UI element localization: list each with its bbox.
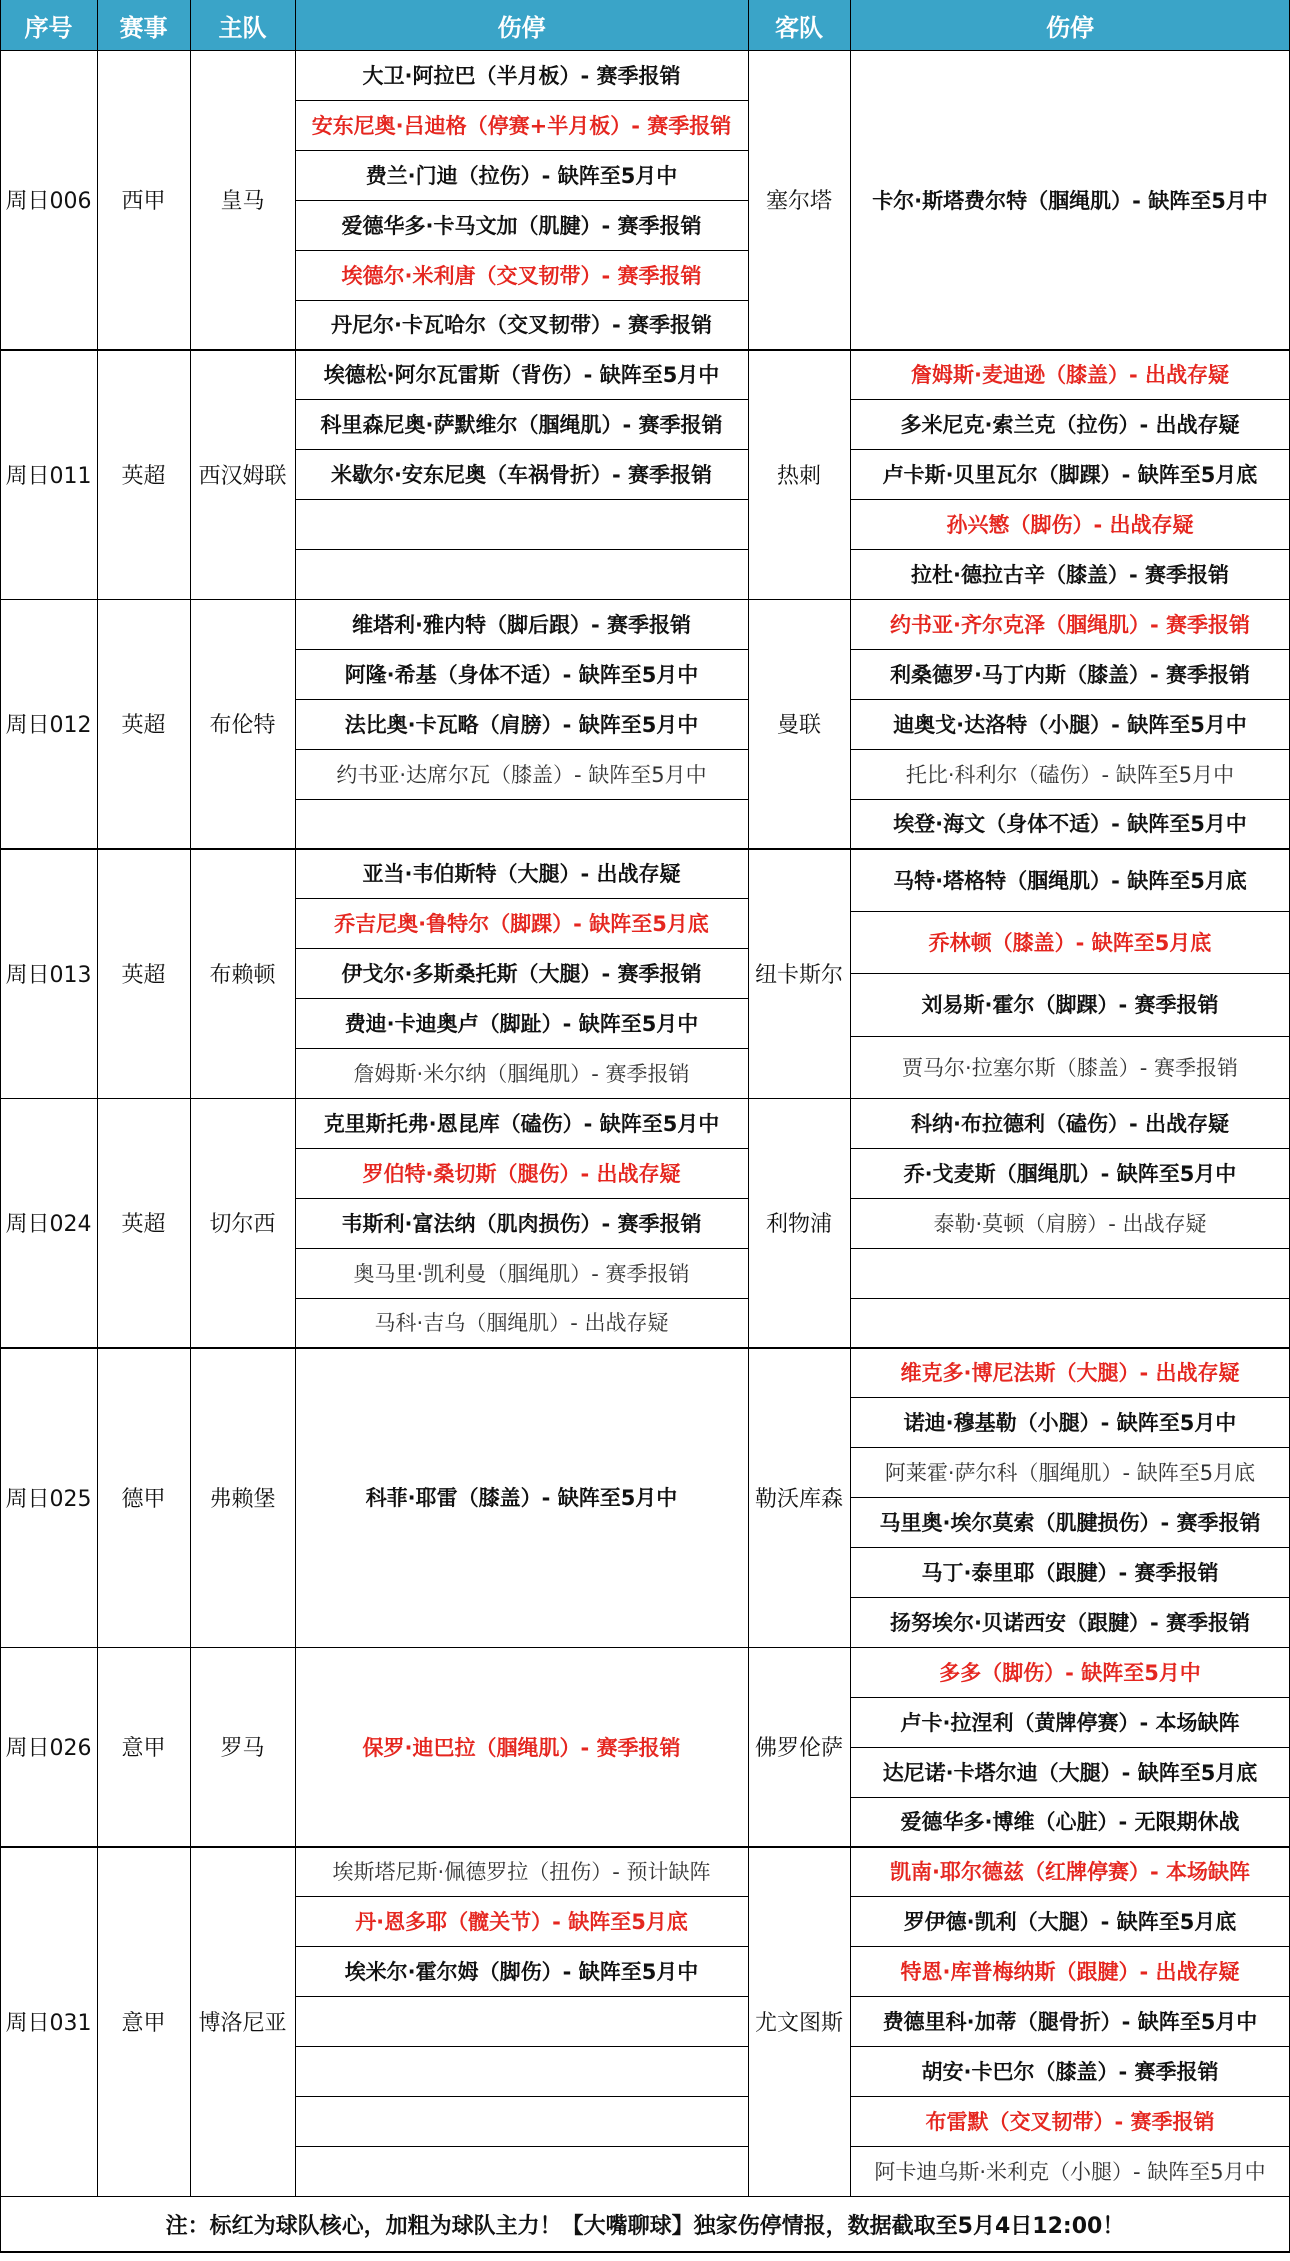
injury-entry: 费德里科·加蒂（腿骨折）- 缺阵至5月中 — [882, 2010, 1258, 2035]
injury-entry: 詹姆斯·米尔纳（腘绳肌）- 赛季报销 — [353, 1061, 690, 1086]
injury-entry: 马科·吉乌（腘绳肌）- 出战存疑 — [374, 1311, 669, 1336]
injury-entry: 胡安·卡巴尔（膝盖）- 赛季报销 — [921, 2059, 1219, 2084]
away-team: 利物浦 — [765, 1212, 832, 1238]
injury-entry: 诺迪·穆基勒（小腿）- 缺阵至5月中 — [903, 1411, 1237, 1436]
injury-entry — [295, 799, 748, 849]
injury-entry: 约书亚·齐尔克泽（腘绳肌）- 赛季报销 — [889, 612, 1250, 637]
match-id: 周日013 — [5, 962, 92, 988]
injury-entry — [295, 549, 748, 599]
injury-entry: 卡尔·斯塔费尔特（腘绳肌）- 缺阵至5月中 — [872, 188, 1268, 213]
injury-entry: 托比·科利尔（磕伤）- 缺阵至5月中 — [905, 762, 1235, 787]
injury-entry: 丹尼尔·卡瓦哈尔（交叉韧带）- 赛季报销 — [330, 313, 712, 338]
injury-entry: 马特·塔格特（腘绳肌）- 缺阵至5月底 — [893, 868, 1247, 893]
match-id: 周日006 — [5, 189, 92, 215]
injury-entry: 爱德华多·博维（心脏）- 无限期休战 — [900, 1810, 1240, 1835]
injury-entry — [850, 1298, 1290, 1348]
injury-entry: 多米尼克·索兰克（拉伤）- 出战存疑 — [900, 413, 1240, 438]
league: 英超 — [121, 962, 166, 988]
injury-entry: 丹·恩多耶（髋关节）- 缺阵至5月底 — [355, 1910, 688, 1935]
header-home-injuries: 伤停 — [295, 0, 748, 50]
injury-entry: 马里奥·埃尔莫索（肌腱损伤）- 赛季报销 — [879, 1511, 1261, 1536]
injury-entry: 乔·戈麦斯（腘绳肌）- 缺阵至5月中 — [903, 1161, 1237, 1186]
footer-note: 注：标红为球队核心，加粗为球队主力！【大嘴聊球】独家伤停情报，数据截取至5月4日12:00！ — [165, 2213, 1125, 2239]
injury-entry: 安东尼奥·吕迪格（停赛+半月板）- 赛季报销 — [311, 113, 732, 138]
injury-entry: 阿莱霍·萨尔科（腘绳肌）- 缺阵至5月底 — [884, 1461, 1256, 1486]
header-seq: 序号 — [0, 0, 97, 50]
league: 英超 — [121, 1212, 166, 1238]
injury-entry — [295, 2096, 748, 2146]
injury-entry: 达尼诺·卡塔尔迪（大腿）- 缺阵至5月底 — [882, 1760, 1258, 1785]
injury-entry: 埃德松·阿尔瓦雷斯（背伤）- 缺阵至5月中 — [323, 363, 720, 388]
injury-entry — [295, 1996, 748, 2046]
injury-entry: 费兰·门迪（拉伤）- 缺阵至5月中 — [365, 163, 678, 188]
injury-entry: 埃斯塔尼斯·佩德罗拉（扭伤）- 预计缺阵 — [332, 1860, 711, 1885]
injury-entry: 约书亚·达席尔瓦（膝盖）- 缺阵至5月中 — [336, 762, 707, 787]
injury-entry: 阿隆·希基（身体不适）- 缺阵至5月中 — [344, 662, 699, 687]
home-team: 罗马 — [220, 1736, 265, 1762]
injury-entry: 伊戈尔·多斯桑托斯（大腿）- 赛季报销 — [341, 962, 702, 987]
injury-entry: 特恩·库普梅纳斯（跟腱）- 出战存疑 — [900, 1960, 1240, 1985]
header-league: 赛事 — [97, 0, 190, 50]
match-id: 周日026 — [5, 1736, 92, 1762]
injury-entry: 科菲·耶雷（膝盖）- 缺阵至5月中 — [365, 1486, 678, 1511]
injury-entry: 马丁·泰里耶（跟腱）- 赛季报销 — [921, 1560, 1219, 1585]
match-id: 周日011 — [5, 463, 92, 489]
injury-entry: 法比奥·卡瓦略（肩膀）- 缺阵至5月中 — [344, 712, 699, 737]
away-team: 佛罗伦萨 — [754, 1736, 843, 1762]
injury-entry: 米歇尔·安东尼奥（车祸骨折）- 赛季报销 — [330, 463, 712, 488]
injury-entry: 罗伊德·凯利（大腿）- 缺阵至5月底 — [903, 1910, 1237, 1935]
injury-entry: 凯南·耶尔德兹（红牌停赛）- 本场缺阵 — [889, 1860, 1250, 1885]
match-id: 周日025 — [5, 1486, 92, 1512]
injury-entry: 亚当·韦伯斯特（大腿）- 出战存疑 — [362, 862, 681, 887]
match-id: 周日031 — [5, 2010, 92, 2036]
home-team: 布赖顿 — [209, 962, 276, 988]
injury-entry: 维塔利·雅内特（脚后跟）- 赛季报销 — [351, 612, 691, 637]
header-away-injuries: 伤停 — [850, 0, 1290, 50]
injury-entry: 罗伯特·桑切斯（腿伤）- 出战存疑 — [362, 1161, 681, 1186]
league: 德甲 — [121, 1486, 166, 1512]
injury-entry: 利桑德罗·马丁内斯（膝盖）- 赛季报销 — [889, 662, 1250, 687]
away-team: 勒沃库森 — [754, 1486, 843, 1512]
injury-entry: 扬努埃尔·贝诺西安（跟腱）- 赛季报销 — [889, 1610, 1250, 1635]
injury-entry: 大卫·阿拉巴（半月板）- 赛季报销 — [362, 63, 681, 88]
injury-entry: 拉杜·德拉古辛（膝盖）- 赛季报销 — [910, 562, 1229, 587]
injury-entry: 埃德尔·米利唐（交叉韧带）- 赛季报销 — [341, 263, 702, 288]
league: 意甲 — [121, 2010, 166, 2036]
away-team: 纽卡斯尔 — [754, 962, 843, 988]
injury-entry: 詹姆斯·麦迪逊（膝盖）- 出战存疑 — [910, 363, 1229, 388]
injury-entry: 科里森尼奥·萨默维尔（腘绳肌）- 赛季报销 — [320, 413, 723, 438]
injury-entry: 孙兴慜（脚伤）- 出战存疑 — [946, 513, 1194, 538]
match-id: 周日012 — [5, 713, 92, 739]
league: 英超 — [121, 463, 166, 489]
injury-entry: 埃米尔·霍尔姆（脚伤）- 缺阵至5月中 — [344, 1960, 699, 1985]
injury-entry: 卢卡·拉涅利（黄牌停赛）- 本场缺阵 — [900, 1710, 1240, 1735]
match-id: 周日024 — [5, 1212, 92, 1238]
away-team: 尤文图斯 — [754, 2010, 843, 2036]
away-team: 热刺 — [776, 463, 821, 489]
injury-entry: 卢卡斯·贝里瓦尔（脚踝）- 缺阵至5月底 — [882, 463, 1258, 488]
injury-entry: 阿卡迪乌斯·米利克（小腿）- 缺阵至5月中 — [874, 2159, 1266, 2184]
league: 西甲 — [121, 189, 166, 215]
injury-entry: 埃登·海文（身体不适）- 缺阵至5月中 — [893, 812, 1247, 837]
injury-entry: 泰勒·莫顿（肩膀）- 出战存疑 — [933, 1211, 1207, 1236]
home-team: 西汉姆联 — [198, 463, 287, 489]
injury-entry: 乔吉尼奥·鲁特尔（脚踝）- 缺阵至5月底 — [334, 912, 709, 937]
injury-entry: 克里斯托弗·恩昆库（磕伤）- 缺阵至5月中 — [323, 1111, 720, 1136]
home-team: 皇马 — [220, 189, 265, 215]
injury-entry: 迪奥戈·达洛特（小腿）- 缺阵至5月中 — [893, 712, 1247, 737]
home-team: 博洛尼亚 — [198, 2010, 287, 2036]
injury-entry: 刘易斯·霍尔（脚踝）- 赛季报销 — [921, 993, 1219, 1018]
injury-entry: 奥马里·凯利曼（腘绳肌）- 赛季报销 — [353, 1261, 690, 1286]
injury-entry: 保罗·迪巴拉（腘绳肌）- 赛季报销 — [362, 1735, 681, 1760]
injury-entry: 科纳·布拉德利（磕伤）- 出战存疑 — [910, 1111, 1229, 1136]
home-team: 布伦特 — [209, 713, 276, 739]
injury-entry: 多多（脚伤）- 缺阵至5月中 — [939, 1660, 1201, 1685]
injury-entry: 爱德华多·卡马文加（肌腱）- 赛季报销 — [341, 213, 702, 238]
league: 英超 — [121, 713, 166, 739]
injury-entry: 费迪·卡迪奥卢（脚趾）- 缺阵至5月中 — [344, 1012, 699, 1037]
header-away: 客队 — [748, 0, 850, 50]
header-home: 主队 — [190, 0, 295, 50]
injury-entry — [295, 2146, 748, 2196]
league: 意甲 — [121, 1736, 166, 1762]
injury-entry: 维克多·博尼法斯（大腿）- 出战存疑 — [900, 1361, 1240, 1386]
injury-entry — [295, 499, 748, 549]
injury-entry: 乔林顿（膝盖）- 缺阵至5月底 — [928, 930, 1212, 955]
injury-entry: 韦斯利·富法纳（肌肉损伤）- 赛季报销 — [341, 1211, 702, 1236]
injury-entry — [295, 2046, 748, 2096]
injury-entry — [850, 1248, 1290, 1298]
away-team: 曼联 — [776, 713, 821, 739]
injury-entry: 布雷默（交叉韧带）- 赛季报销 — [925, 2109, 1215, 2134]
away-team: 塞尔塔 — [765, 189, 832, 215]
home-team: 弗赖堡 — [209, 1486, 276, 1512]
injury-entry: 贾马尔·拉塞尔斯（膝盖）- 赛季报销 — [902, 1055, 1238, 1080]
home-team: 切尔西 — [209, 1212, 276, 1238]
